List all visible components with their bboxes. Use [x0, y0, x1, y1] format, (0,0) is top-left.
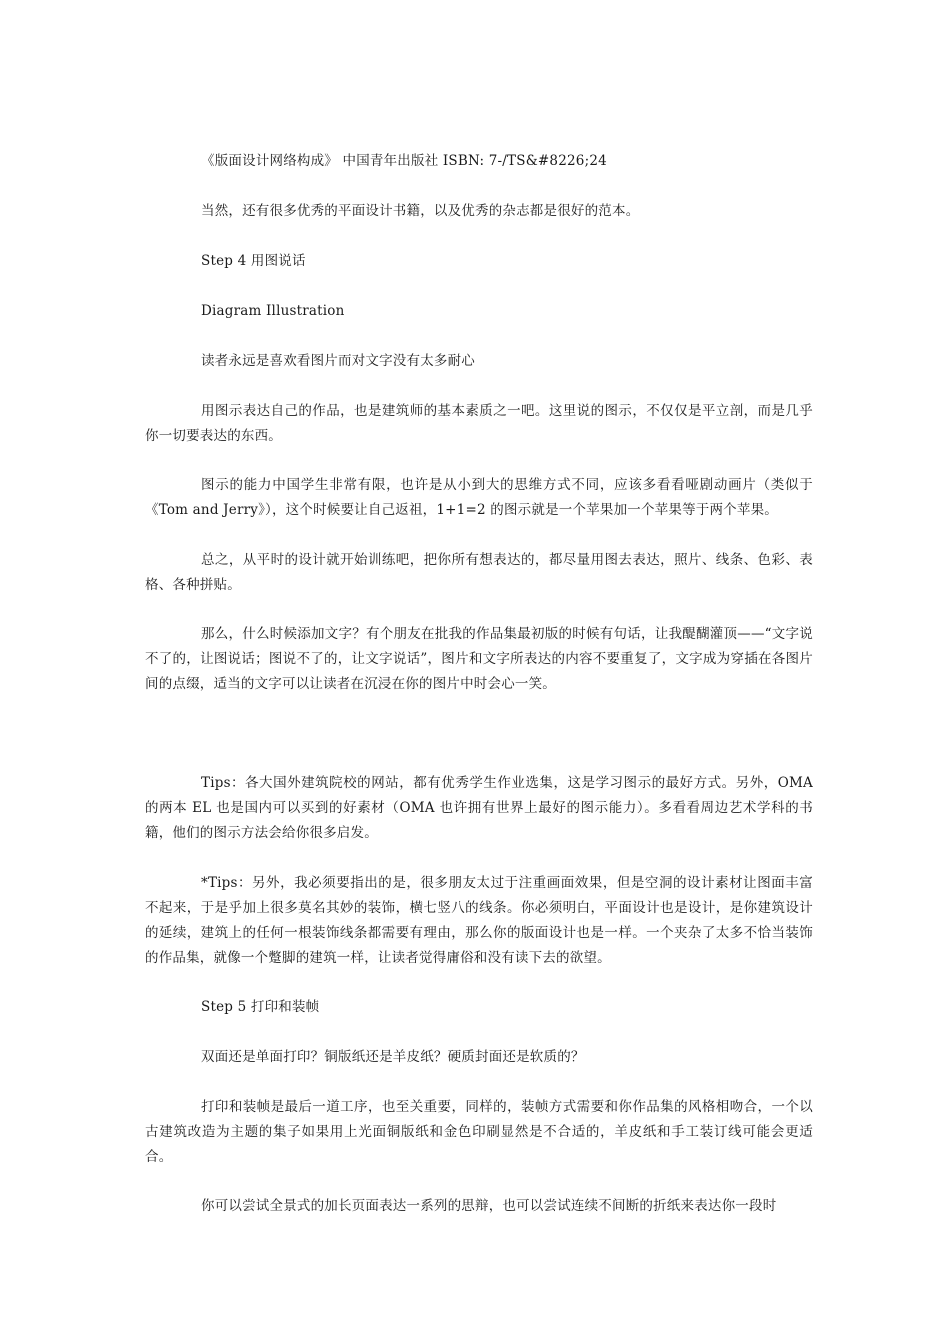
paragraph-adding-text: 那么，什么时候添加文字？有个朋友在批我的作品集最初版的时候有句话，让我醍醐灌顶——“文字说不了的，让图说话；图说不了的，让文字说话”，图片和文字所表达的内容不要重复了，文字成为穿插在各图片间的点缀，适当的文字可以让读者在沉浸在你的图片中时会心一笑。	[145, 626, 813, 692]
paragraph-diagram-ability: 图示的能力中国学生非常有限，也许是从小到大的思维方式不同，应该多看看哑剧动画片（类似于《Tom and Jerry》），这个时候要让自己返祖，1+1=2 的图示就是一个苹果加一个苹果等于两个苹果。	[145, 477, 813, 518]
paragraph-printing-questions: 双面还是单面打印？铜版纸还是羊皮纸？硬质封面还是软质的？	[201, 1049, 585, 1065]
paragraph-design-books: 当然，还有很多优秀的平面设计书籍，以及优秀的杂志都是很好的范本。	[201, 203, 640, 219]
paragraph-tips: Tips：各大国外建筑院校的网站，都有优秀学生作业选集，这是学习图示的最好方式。另外，OMA 的两本 EL 也是国内可以买到的好素材（OMA 也许拥有世界上最好的图示能力）。多看看周边艺术学科的书籍，他们的图示方法会给你很多启发。	[145, 775, 818, 841]
step-5-heading: Step 5 打印和装帧	[201, 999, 320, 1015]
paragraph-panorama: 你可以尝试全景式的加长页面表达一系列的思辩，也可以尝试连续不间断的折纸来表达你一段时	[201, 1198, 777, 1214]
paragraph-diagrams: 用图示表达自己的作品，也是建筑师的基本素质之一吧。这里说的图示，不仅仅是平立剖，而是几乎你一切要表达的东西。	[145, 403, 813, 444]
paragraph-binding: 打印和装帧是最后一道工序，也至关重要，同样的，装帧方式需要和你作品集的风格相吻合，一个以古建筑改造为主题的集子如果用上光面铜版纸和金色印刷显然是不合适的，羊皮纸和手工装订线可能会更适合。	[145, 1099, 813, 1165]
paragraph-training: 总之，从平时的设计就开始训练吧，把你所有想表达的，都尽量用图去表达，照片、线条、色彩、表格、各种拼贴。	[145, 552, 813, 593]
step-4-heading: Step 4 用图说话	[201, 253, 306, 269]
paragraph-readers: 读者永远是喜欢看图片而对文字没有太多耐心	[201, 353, 475, 369]
paragraph-tips-decoration: *Tips：另外，我必须要指出的是，很多朋友太过于注重画面效果，但是空洞的设计素材让图面丰富不起来，于是乎加上很多莫名其妙的装饰，横七竖八的线条。你必须明白，平面设计也是设计，是你建筑设计的延续，建筑上的任何一根装饰线条都需要有理由，那么你的版面设计也是一样。一个夹杂了太多不恰当装饰的作品集，就像一个蹩脚的建筑一样，让读者觉得庸俗和没有读下去的欲望。	[145, 875, 813, 966]
book-reference: 《版面设计网络构成》 中国青年出版社 ISBN: 7-/TS&#8226;24	[201, 153, 607, 169]
step-4-subtitle: Diagram Illustration	[201, 303, 345, 319]
